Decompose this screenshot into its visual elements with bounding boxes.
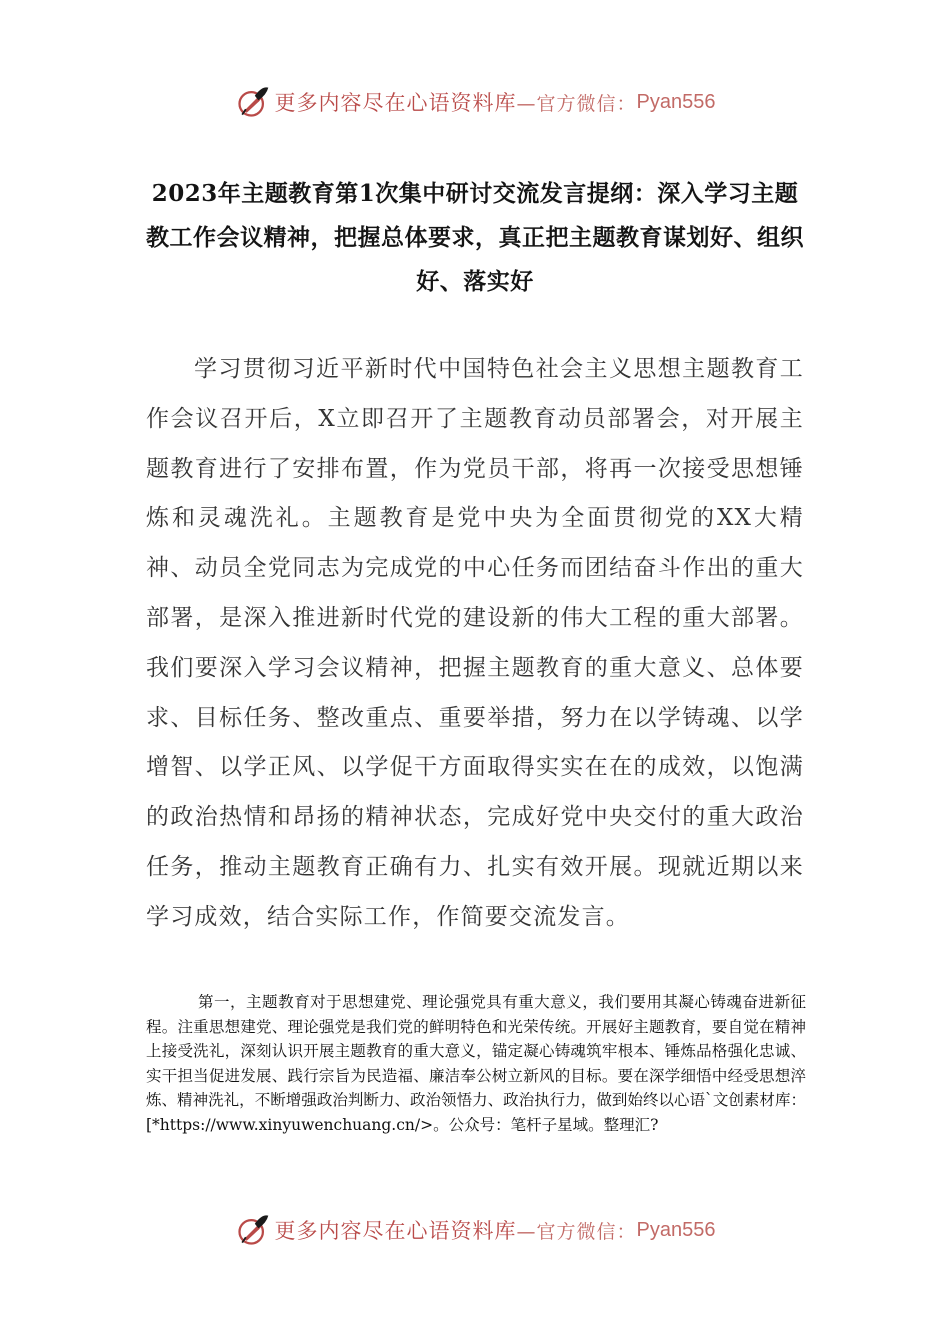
intro-paragraph: 学习贯彻习近平新时代中国特色社会主义思想主题教育工作会议召开后，X立即召开了主题教育动员部署会，对开展主题教育进行了安排布置，作为党员干部，将再一次接受思想锤炼和灵魂洗礼。主题教育是党中央为全面贯彻党的XX大精神、动员全党同志为完成党的中心任务而团结奋斗作出的重大部署，是深入推进新时代党的建设新的伟大工程的重大部署。我们要深入学习会议精神，把握主题教育的重大意义、总体要求、目标任务、整改重点、重要举措，努力在以学铸魂、以学增智、以学正风、以学促干方面取得实实在在的成效，以饱满的政治热情和昂扬的精神状态，完成好党中央交付的重大政治任务，推动主题教育正确有力、扎实有效开展。现就近期以来学习成效，结合实际工作，作简要交流发言。 <box>146 356 804 930</box>
quill-logo-icon <box>235 1212 271 1248</box>
footer-banner <box>0 1210 950 1250</box>
banner-main-text: 更多内容尽在心语资料库 <box>274 91 517 115</box>
banner-sub-text: —官方微信： <box>516 92 637 115</box>
banner-wechat-id: Pyan556 <box>636 1218 716 1241</box>
quill-logo-icon <box>235 84 271 120</box>
banner-wechat-id: Pyan556 <box>636 90 716 113</box>
banner-main-text: 更多内容尽在心语资料库 <box>274 1219 517 1243</box>
header-banner <box>0 82 950 122</box>
body-paragraph: 第一，主题教育对于思想建党、理论强党具有重大意义，我们要用其凝心铸魂奋进新征程。注重思想建党、理论强党是我们党的鲜明特色和光荣传统。开展好主题教育，要自觉在精神上接受洗礼，深刻认识开展主题教育的重大意义，锚定凝心铸魂筑牢根本、锤炼品格强化忠诚、实干担当促进发展、践行宗旨为民造福、廉洁奉公树立新风的目标。要在深学细悟中经受思想淬炼、精神洗礼，不断增强政治判断力、政治领悟力、政治执行力，做到始终以心语`文创素材库：[*https://www.xinyuwenchuang.cn/>。公众号：笔杆子星域。整理汇? <box>146 993 806 1134</box>
banner-sub-text: —官方微信： <box>516 1220 637 1243</box>
document-title: 2023年主题教育第1次集中研讨交流发言提纲：深入学习主题教工作会议精神，把握总体要求，真正把主题教育谋划好、组织好、落实好 <box>146 180 804 295</box>
